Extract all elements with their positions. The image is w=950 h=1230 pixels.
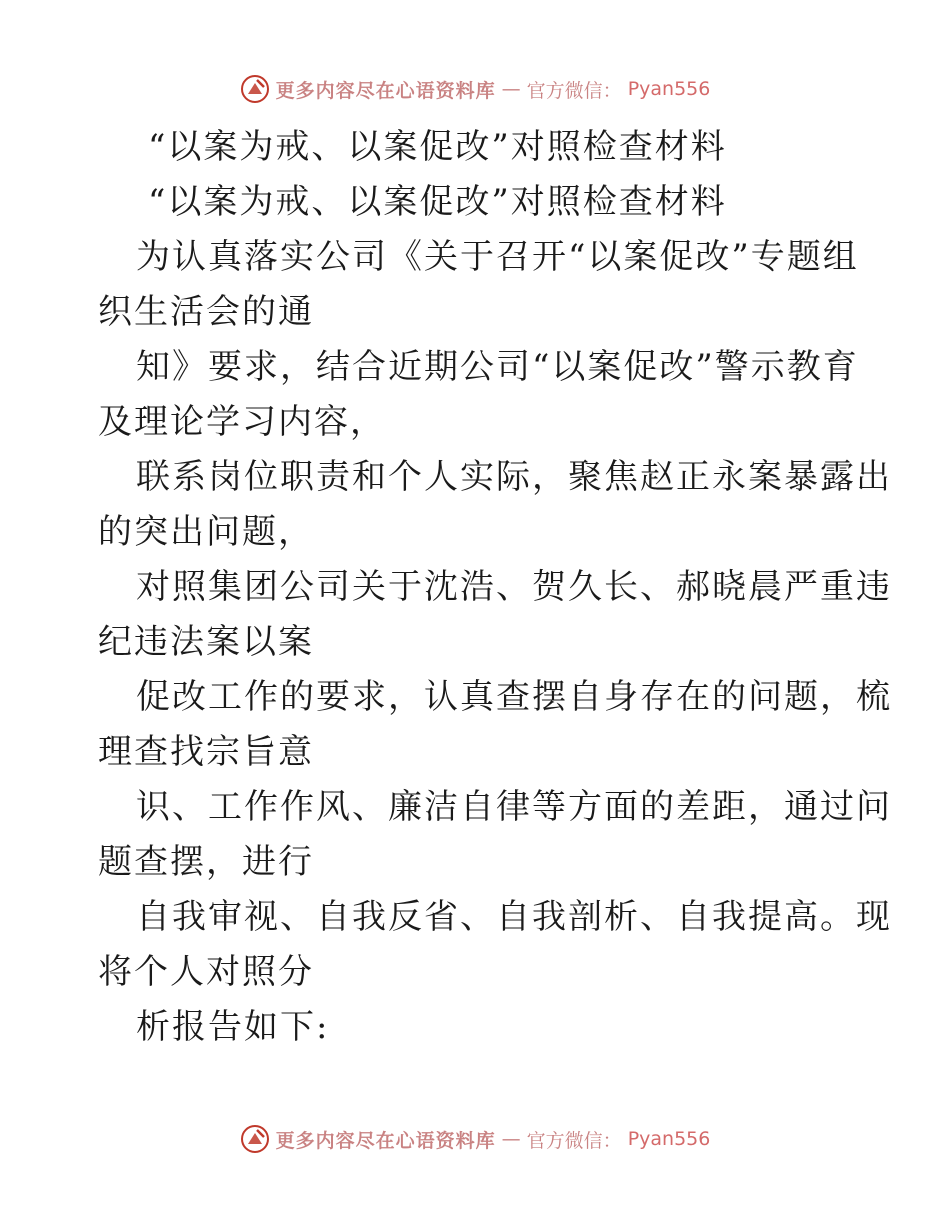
paragraph-line: 理查找宗旨意 <box>98 732 314 772</box>
paragraph-line: 析报告如下: <box>136 1007 330 1047</box>
paragraph-line: 识、工作作风、廉洁自律等方面的差距，通过问 <box>136 787 892 827</box>
watermark-wechat-label: 官方微信： <box>526 79 622 102</box>
paragraph-line: 自我审视、自我反省、自我剖析、自我提高。现 <box>136 897 892 937</box>
document-body <box>98 120 892 1055</box>
watermark-dash: — <box>501 1128 521 1150</box>
watermark-site-text: 更多内容尽在心语资料库 <box>275 79 496 102</box>
paragraph-line: 知》要求，结合近期公司“以案促改”警示教育 <box>136 347 859 387</box>
document-title-repeat: “以案为戒、以案促改”对照检查材料 <box>148 182 727 222</box>
watermark-wechat-label: 官方微信： <box>526 1129 622 1152</box>
logo-icon <box>240 74 270 104</box>
watermark-wechat-id: Pyan556 <box>627 1128 711 1150</box>
watermark-site-text: 更多内容尽在心语资料库 <box>275 1129 496 1152</box>
paragraph-line: 联系岗位职责和个人实际，聚焦赵正永案暴露出 <box>136 457 892 497</box>
paragraph-line: 题查摆，进行 <box>98 842 314 882</box>
paragraph-line: 促改工作的要求，认真查摆自身存在的问题，梳 <box>136 677 892 717</box>
paragraph-line: 纪违法案以案 <box>98 622 314 662</box>
header-watermark <box>0 74 950 104</box>
paragraph-line: 为认真落实公司《关于召开“以案促改”专题组 <box>136 237 859 277</box>
paragraph-line: 及理论学习内容， <box>98 402 386 442</box>
paragraph-line: 织生活会的通 <box>98 292 314 332</box>
footer-watermark <box>0 1124 950 1154</box>
paragraph-line: 的突出问题， <box>98 512 314 552</box>
document-title: “以案为戒、以案促改”对照检查材料 <box>148 127 727 167</box>
watermark-dash: — <box>501 78 521 100</box>
watermark-wechat-id: Pyan556 <box>627 78 711 100</box>
paragraph-line: 将个人对照分 <box>98 952 314 992</box>
paragraph-line: 对照集团公司关于沈浩、贺久长、郝晓晨严重违 <box>136 567 892 607</box>
logo-icon <box>240 1124 270 1154</box>
